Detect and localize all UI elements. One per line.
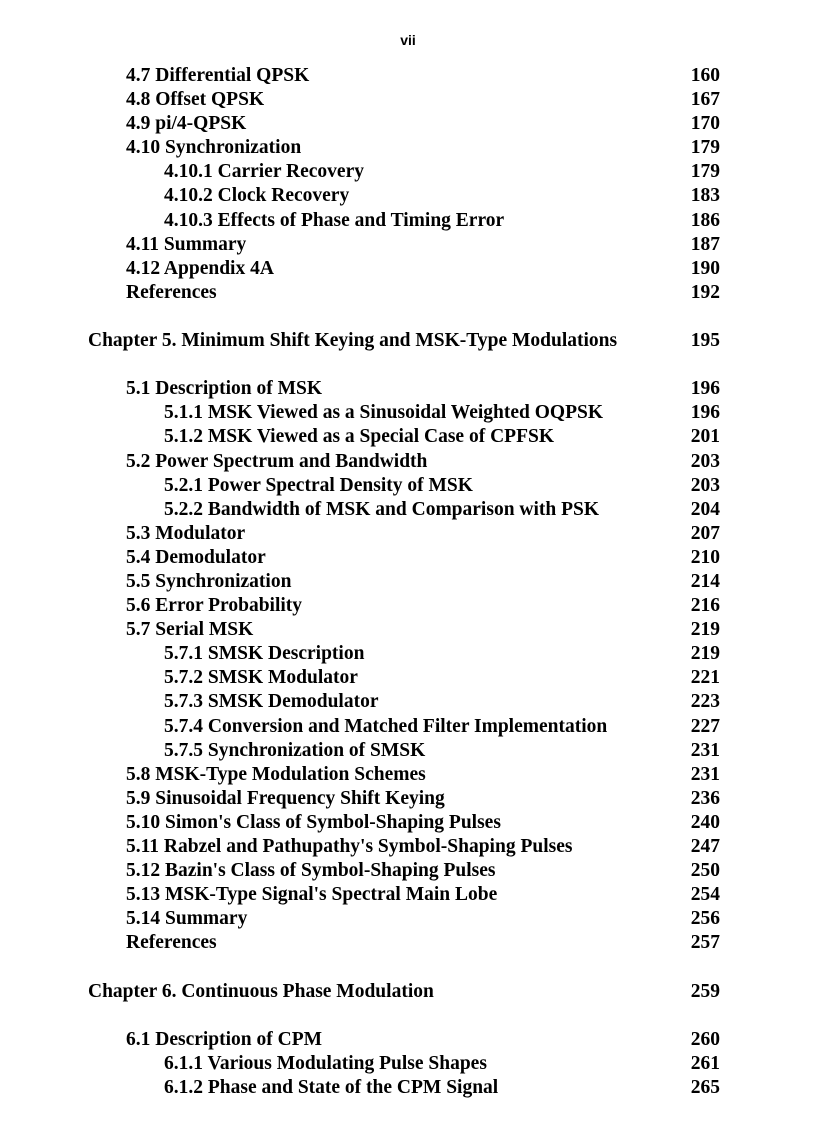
toc-entry [0, 739, 816, 763]
toc-entry-title: 4.10.1 Carrier Recovery [164, 161, 364, 183]
toc-entry-page: 201 [690, 426, 720, 448]
toc-entry-title: 5.7.4 Conversion and Matched Filter Implementation [164, 715, 608, 737]
toc-entry [0, 1052, 816, 1076]
toc-entry [0, 88, 816, 112]
toc-entry [0, 209, 816, 233]
toc-entry-title: 5.8 MSK-Type Modulation Schemes [126, 763, 426, 785]
toc-entry-page: 167 [690, 89, 720, 111]
toc-chapter-heading [0, 980, 816, 1004]
toc-entry [0, 281, 816, 305]
toc-entry [0, 883, 816, 907]
toc-entry [0, 136, 816, 160]
toc-entry-page: 221 [690, 667, 720, 689]
toc-entry-page: 207 [690, 522, 720, 544]
toc-entry-title: 5.7.2 SMSK Modulator [164, 667, 358, 689]
toc-entry-page: 260 [690, 1028, 720, 1050]
toc-entry-title: 4.12 Appendix 4A [126, 257, 274, 279]
toc-entry [0, 594, 816, 618]
page-number: vii [400, 32, 416, 48]
toc-entry [0, 690, 816, 714]
toc-entry-title: 5.7 Serial MSK [126, 619, 254, 641]
toc-entry-page: 227 [690, 715, 720, 737]
toc-entry-page: 195 [690, 330, 720, 352]
toc-entry-page: 259 [690, 980, 720, 1002]
toc-entry-title: 5.9 Sinusoidal Frequency Shift Keying [126, 787, 445, 809]
toc-entry-title: 6.1 Description of CPM [126, 1028, 323, 1050]
toc-entry-page: 247 [690, 836, 720, 857]
toc-entry [0, 401, 816, 425]
toc-entry [0, 450, 816, 474]
toc-entry [0, 715, 816, 739]
toc-entry [0, 233, 816, 257]
toc-entry-title: Chapter 5. Minimum Shift Keying and MSK-Type Modulations [88, 330, 618, 352]
toc-entry-title: 5.4 Demodulator [126, 546, 266, 568]
toc-entry-page: 265 [690, 1076, 720, 1098]
toc-entry [0, 160, 816, 184]
toc-entry-page: 216 [690, 595, 720, 617]
toc-entry-title: 6.1.2 Phase and State of the CPM Signal [164, 1076, 499, 1098]
toc-entry-page: 210 [690, 546, 720, 568]
toc-entry-title: 4.10.2 Clock Recovery [164, 185, 350, 207]
toc-entry-title: 6.1.1 Various Modulating Pulse Shapes [164, 1052, 487, 1074]
toc-entry [0, 763, 816, 787]
toc-entry [0, 666, 816, 690]
toc-entry [0, 618, 816, 642]
toc-entry-page: 240 [690, 811, 720, 833]
toc-entry-title: 5.7.5 Synchronization of SMSK [164, 739, 426, 761]
toc-entry [0, 811, 816, 835]
toc-entry-title: 5.1 Description of MSK [126, 378, 323, 400]
toc-entry-page: 256 [690, 908, 720, 930]
toc-entry-title: 4.7 Differential QPSK [126, 65, 310, 86]
toc-entry-page: 203 [690, 450, 720, 472]
toc-entry-title: 5.14 Summary [126, 908, 248, 930]
toc-entry-page: 186 [690, 209, 720, 231]
toc-entry [0, 1076, 816, 1100]
toc-entry [0, 498, 816, 522]
toc-entry [0, 642, 816, 666]
toc-entry-title: 5.7.1 SMSK Description [164, 643, 365, 665]
toc-entry-title: 5.1.1 MSK Viewed as a Sinusoidal Weighted OQPSK [164, 402, 604, 424]
toc-entry-page: 179 [690, 161, 720, 183]
toc-entry [0, 64, 816, 88]
toc-entry-page: 261 [690, 1052, 720, 1074]
toc-entry-page: 196 [690, 402, 720, 424]
toc-entry [0, 546, 816, 570]
toc-entry-title: 4.9 pi/4-QPSK [126, 113, 247, 135]
toc-entry-title: 5.2.2 Bandwidth of MSK and Comparison with PSK [164, 498, 600, 520]
toc-chapter-heading [0, 329, 816, 353]
toc-entry-page: 183 [690, 185, 720, 207]
toc-entry-title: 5.10 Simon's Class of Symbol-Shaping Pulses [126, 811, 501, 833]
toc-entry [0, 1028, 816, 1052]
toc-entry-page: 257 [690, 932, 720, 954]
toc-entry-page: 214 [690, 570, 720, 592]
toc-entry [0, 425, 816, 449]
toc-entry-page: 170 [690, 113, 720, 135]
toc-entry-page: 187 [690, 233, 720, 255]
toc-entry-page: 219 [690, 643, 720, 665]
toc-entry-title: Chapter 6. Continuous Phase Modulation [88, 980, 434, 1002]
toc-entry-title: 4.10 Synchronization [126, 137, 302, 159]
toc-entry-title: 5.11 Rabzel and Pathupathy's Symbol-Shaping Pulses [126, 836, 573, 857]
toc-entry-title: 5.1.2 MSK Viewed as a Special Case of CPFSK [164, 426, 554, 448]
toc-entry [0, 474, 816, 498]
toc-entry-page: 196 [690, 378, 720, 400]
toc-entry [0, 907, 816, 931]
toc-entry-title: 5.13 MSK-Type Signal's Spectral Main Lobe [126, 884, 498, 906]
toc-entry [0, 570, 816, 594]
table-of-contents [0, 64, 816, 1100]
toc-entry [0, 377, 816, 401]
toc-entry-title: 5.5 Synchronization [126, 570, 292, 592]
toc-entry [0, 835, 816, 859]
toc-entry-page: 203 [690, 474, 720, 496]
toc-entry-title: References [126, 281, 217, 303]
toc-entry-page: 179 [690, 137, 720, 159]
toc-entry [0, 112, 816, 136]
toc-entry-page: 204 [690, 498, 720, 520]
toc-entry-page: 250 [690, 860, 720, 882]
toc-entry-title: 5.2.1 Power Spectral Density of MSK [164, 474, 473, 496]
toc-entry-page: 236 [690, 787, 720, 809]
toc-entry [0, 522, 816, 546]
toc-entry [0, 787, 816, 811]
toc-entry-page: 160 [690, 65, 720, 86]
toc-entry-page: 192 [690, 281, 720, 303]
toc-entry-title: 4.10.3 Effects of Phase and Timing Error [164, 209, 505, 231]
toc-entry-page: 231 [690, 763, 720, 785]
toc-entry [0, 257, 816, 281]
toc-entry-title: 5.2 Power Spectrum and Bandwidth [126, 450, 428, 472]
toc-entry-page: 190 [690, 257, 720, 279]
toc-entry-page: 223 [690, 691, 720, 713]
toc-entry-title: 5.6 Error Probability [126, 595, 303, 617]
toc-entry-title: 4.8 Offset QPSK [126, 89, 265, 111]
toc-entry-title: 5.7.3 SMSK Demodulator [164, 691, 379, 713]
toc-entry-title: 5.3 Modulator [126, 522, 246, 544]
toc-entry-title: 5.12 Bazin's Class of Symbol-Shaping Pulses [126, 860, 496, 882]
toc-entry-title: 4.11 Summary [126, 233, 247, 255]
toc-entry-page: 231 [690, 739, 720, 761]
toc-entry [0, 184, 816, 208]
toc-entry [0, 859, 816, 883]
toc-entry-page: 254 [690, 884, 720, 906]
toc-entry [0, 931, 816, 955]
toc-entry-title: References [126, 932, 217, 954]
toc-entry-page: 219 [690, 619, 720, 641]
